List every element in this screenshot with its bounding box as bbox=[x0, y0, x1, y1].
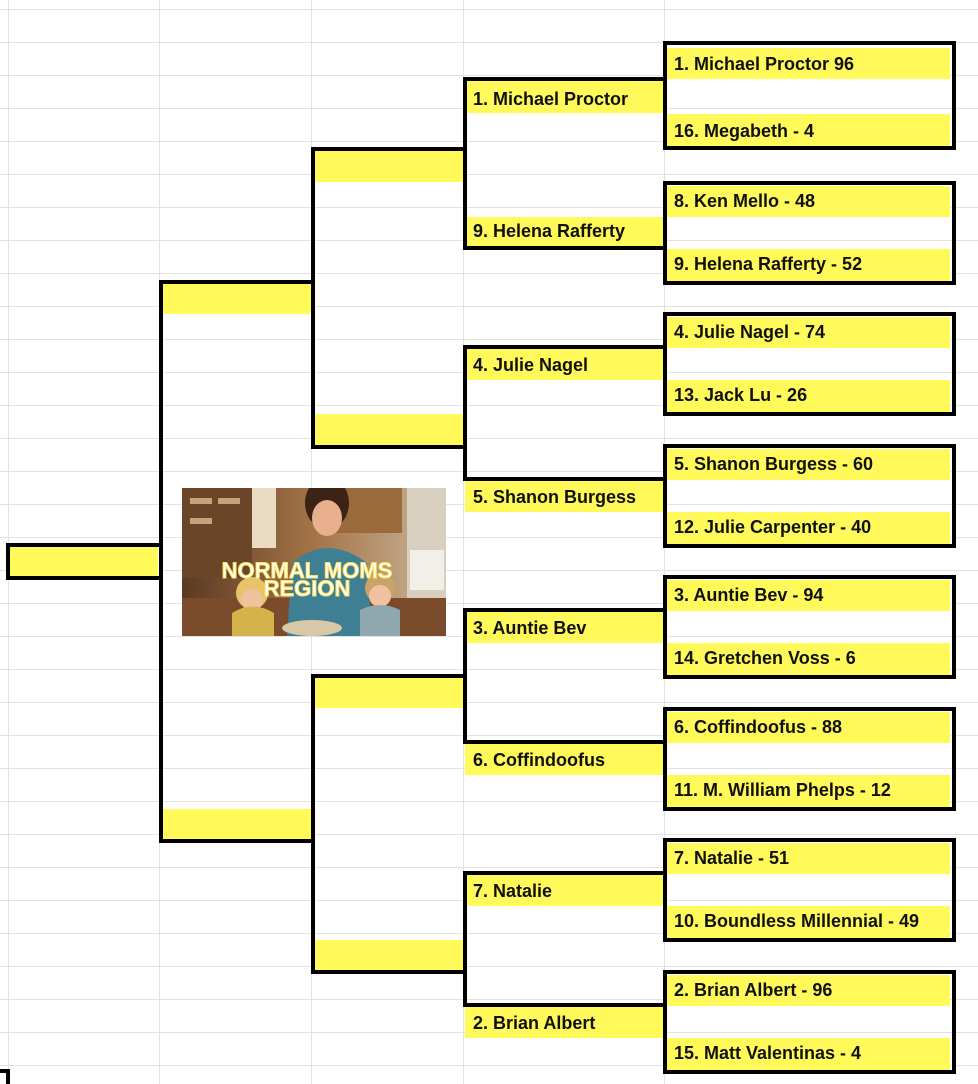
round2-entry: 5. Shanon Burgess bbox=[473, 487, 637, 507]
region-banner-image bbox=[182, 488, 446, 636]
round1-entry: 8. Ken Mello - 48 bbox=[674, 191, 816, 211]
round1-entry: 2. Brian Albert - 96 bbox=[674, 980, 833, 1000]
round1-entry: 3. Auntie Bev - 94 bbox=[674, 585, 824, 605]
round2-entry: 7. Natalie bbox=[473, 881, 553, 901]
round1-entry: 14. Gretchen Voss - 6 bbox=[674, 648, 856, 668]
round1-entry: 10. Boundless Millennial - 49 bbox=[674, 911, 920, 931]
round1-entry: 4. Julie Nagel - 74 bbox=[674, 322, 826, 342]
round1-entry: 1. Michael Proctor 96 bbox=[674, 54, 855, 74]
round1-entry: 6. Coffindoofus - 88 bbox=[674, 717, 842, 737]
round3-cell[interactable] bbox=[313, 940, 463, 971]
round1-entry: 15. Matt Valentinas - 4 bbox=[674, 1043, 862, 1063]
round2-entry: 6. Coffindoofus bbox=[473, 750, 605, 770]
round4-cell[interactable] bbox=[161, 284, 311, 314]
round3-cell[interactable] bbox=[313, 151, 463, 182]
round2-entry: 4. Julie Nagel bbox=[473, 355, 589, 375]
kitchen-photo bbox=[182, 488, 446, 636]
round3-cell[interactable] bbox=[313, 414, 463, 445]
banner-title-line1: NORMAL MOMS bbox=[221, 558, 393, 583]
round1-entry: 16. Megabeth - 4 bbox=[674, 121, 815, 141]
round1-entry: 5. Shanon Burgess - 60 bbox=[674, 454, 874, 474]
round1-entry: 13. Jack Lu - 26 bbox=[674, 385, 808, 405]
round2-entry: 1. Michael Proctor bbox=[473, 89, 629, 109]
round2-entry: 2. Brian Albert bbox=[473, 1013, 596, 1033]
banner-title-line2: REGION bbox=[263, 576, 351, 601]
round4-cell[interactable] bbox=[161, 809, 311, 839]
region-winner-cell[interactable] bbox=[8, 546, 158, 576]
round2-entry: 3. Auntie Bev bbox=[473, 618, 587, 638]
round1-entry: 12. Julie Carpenter - 40 bbox=[674, 517, 872, 537]
round3-cell[interactable] bbox=[313, 677, 463, 708]
round1-entry: 9. Helena Rafferty - 52 bbox=[674, 254, 863, 274]
round1-entry: 7. Natalie - 51 bbox=[674, 848, 790, 868]
round2-entry: 9. Helena Rafferty bbox=[473, 221, 626, 241]
round1-entry: 11. M. William Phelps - 12 bbox=[674, 780, 891, 800]
